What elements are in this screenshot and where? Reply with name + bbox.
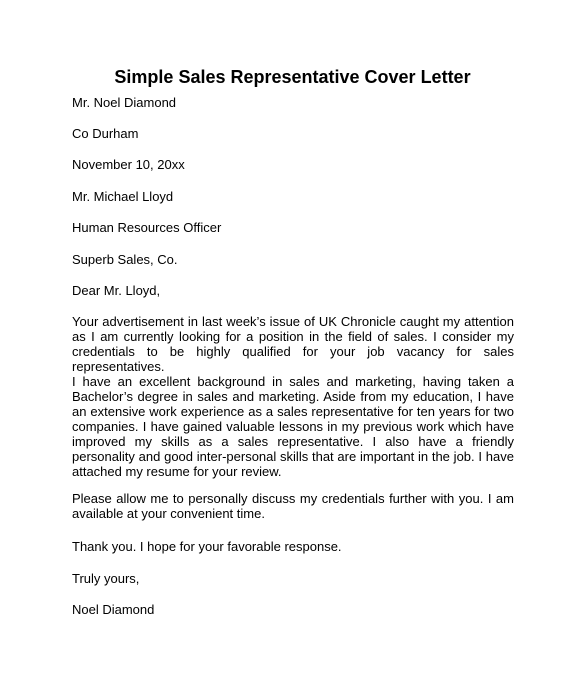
closing: Truly yours, xyxy=(72,571,140,586)
body-paragraph-1: Your advertisement in last week’s issue of UK Chronicle caught my attention as I am currently looking for a position in the field of sales. I consider my credentials to be highly qualified for your job vacancy for sales representatives. xyxy=(72,314,514,374)
body-paragraph-2: I have an excellent background in sales and marketing, having taken a Bachelor’s degree in sales and marketing. Aside from my education, I have an extensive work experience as a sales representative for ten years for two companies. I have gained valuable lessons in my previous work which have improved my skills as a sales representative. I also have a friendly personality and good inter-personal skills that are important in the job. I have attached my resume for your review. xyxy=(72,374,514,479)
recipient-company: Superb Sales, Co. xyxy=(72,252,178,267)
recipient-title: Human Resources Officer xyxy=(72,220,222,235)
signature-name: Noel Diamond xyxy=(72,602,155,617)
letter-date: November 10, 20xx xyxy=(72,157,185,172)
document-title: Simple Sales Representative Cover Letter xyxy=(114,67,471,87)
body-paragraph-3: Please allow me to personally discuss my credentials further with you. I am available at your convenient time. xyxy=(72,491,514,521)
thanks-line: Thank you. I hope for your favorable response. xyxy=(72,539,342,554)
salutation: Dear Mr. Lloyd, xyxy=(72,283,161,298)
sender-name: Mr. Noel Diamond xyxy=(72,95,177,110)
recipient-name: Mr. Michael Lloyd xyxy=(72,189,174,204)
sender-location: Co Durham xyxy=(72,126,139,141)
